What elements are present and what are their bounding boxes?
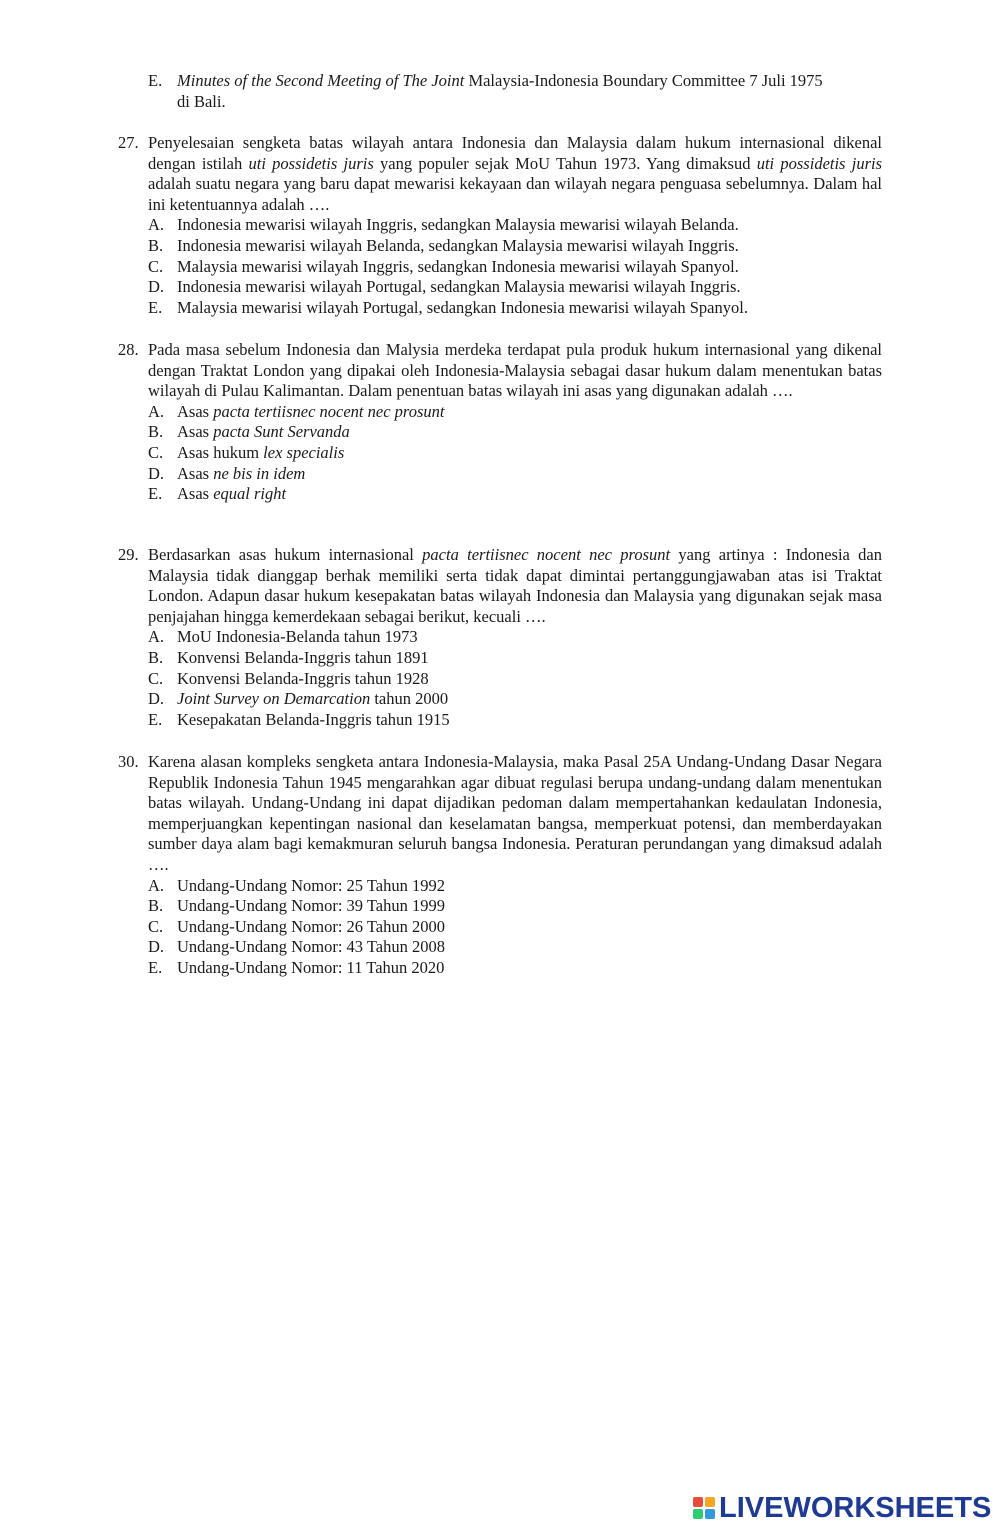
option-letter: D. bbox=[148, 937, 165, 957]
option-prefix: Asas bbox=[177, 422, 214, 442]
option-e[interactable] bbox=[148, 484, 882, 505]
option-letter: A. bbox=[148, 875, 165, 895]
question-27 bbox=[118, 133, 882, 318]
option-letter: C. bbox=[148, 668, 164, 688]
option-letter: E. bbox=[148, 484, 163, 504]
question-stem bbox=[148, 545, 882, 627]
option-text bbox=[177, 669, 429, 690]
option-italic: lex specialis bbox=[263, 442, 345, 462]
option-prefix: Asas bbox=[177, 401, 214, 421]
question-28 bbox=[118, 340, 882, 505]
option-letter: C. bbox=[148, 916, 164, 936]
option-italic: equal right bbox=[213, 484, 287, 504]
option-text bbox=[177, 402, 444, 423]
option-letter: C. bbox=[148, 256, 164, 276]
question-stem: Karena alasan kompleks sengketa antara Indonesia-Malaysia, maka Pasal 25A Undang-Undang Dasar Negara Republik Indonesia Tahun 1945 mengarahkan agar dibuat regulasi berupa undang-undang dalam menentukan batas wilayah. Undang-Undang ini dapat dijadikan pedoman dalam mempertahankan kedaulatan Indonesia, memperjuangkan kepentingan nasional dan keselamatan bangsa, memperkuat potensi, dan memberdayakan sumber daya alam bagi kemakmuran seluruh bangsa Indonesia. Peraturan perundangan yang dimaksud adalah …. bbox=[148, 752, 882, 874]
option-letter: E. bbox=[148, 71, 163, 90]
option-letter: E. bbox=[148, 709, 163, 729]
question-number: 28. bbox=[118, 340, 139, 359]
option-text-part: MoU Indonesia-Belanda tahun 1973 bbox=[177, 627, 418, 647]
option-letter: A. bbox=[148, 215, 165, 235]
option-d[interactable] bbox=[148, 937, 882, 958]
option-rest: Malaysia-Indonesia Boundary Committee 7 Juli 1975 bbox=[464, 71, 823, 90]
options-list bbox=[148, 215, 882, 318]
option-text-part: tahun 2000 bbox=[370, 689, 449, 709]
option-letter: B. bbox=[148, 235, 164, 255]
option-text: Undang-Undang Nomor: 39 Tahun 1999 bbox=[177, 896, 446, 916]
option-letter: D. bbox=[148, 277, 165, 297]
question-30 bbox=[118, 752, 882, 979]
option-letter: B. bbox=[148, 896, 164, 916]
liveworksheets-logo[interactable] bbox=[693, 1490, 991, 1526]
option-letter: B. bbox=[148, 647, 164, 667]
option-text bbox=[177, 710, 450, 731]
question-stem: Pada masa sebelum Indonesia dan Malysia merdeka terdapat pula produk hukum internasional yang dikenal dengan Traktat London yang dipakai oleh Indonesia-Malaysia sebagai dasar hukum dalam menentukan batas wilayah di Pulau Kalimantan. Dalam penentuan batas wilayah ini asas yang digunakan adalah …. bbox=[148, 340, 882, 401]
question-stem bbox=[148, 133, 882, 215]
q26-option-e[interactable] bbox=[148, 71, 882, 112]
option-d[interactable] bbox=[148, 277, 882, 298]
stem-italic: pacta tertiisnec nocent nec prosunt bbox=[422, 545, 671, 564]
option-text-part: Konvensi Belanda-Inggris tahun 1891 bbox=[177, 647, 429, 667]
options-list bbox=[148, 627, 882, 730]
stem-italic: uti possidetis juris bbox=[248, 153, 374, 173]
option-letter: E. bbox=[148, 297, 163, 317]
stem-part: yang artinya : Indonesia dan Malaysia tidak dianggap berhak memiliki serta tidak dapat dimintai pertanggungjawaban atas isi Traktat London. Adapun dasar hukum kesepakatan batas wilayah Indonesia dan Malaysia yang digunakan sejak masa penjajahan hingga kemerdekaan sebagai berikut, kecuali …. bbox=[148, 545, 882, 626]
option-text: Undang-Undang Nomor: 11 Tahun 2020 bbox=[177, 957, 445, 977]
option-text bbox=[177, 464, 305, 485]
option-c[interactable] bbox=[148, 443, 882, 464]
stem-part: Berdasarkan asas hukum internasional bbox=[148, 545, 423, 564]
logo-square-icon bbox=[705, 1497, 715, 1507]
logo-square-icon bbox=[705, 1509, 715, 1519]
option-d[interactable] bbox=[148, 689, 882, 710]
option-b[interactable] bbox=[148, 896, 882, 917]
liveworksheets-logo-icon bbox=[693, 1497, 715, 1519]
option-e[interactable] bbox=[148, 298, 882, 319]
option-italic: pacta tertiisnec nocent nec prosunt bbox=[213, 401, 445, 421]
logo-square-icon bbox=[693, 1497, 703, 1507]
question-number: 30. bbox=[118, 752, 139, 771]
option-a[interactable] bbox=[148, 627, 882, 648]
brand-name: LIVEWORKSHEETS bbox=[719, 1491, 992, 1524]
option-letter: E. bbox=[148, 957, 163, 977]
option-a[interactable] bbox=[148, 876, 882, 897]
option-text-part: Kesepakatan Belanda-Inggris tahun 1915 bbox=[177, 709, 450, 729]
option-b[interactable] bbox=[148, 648, 882, 669]
option-a[interactable] bbox=[148, 402, 882, 423]
stem-part: adalah suatu negara yang baru dapat mewarisi kekayaan dan wilayah negara penguasa sebelumnya. Dalam hal ini ketentuannya adalah …. bbox=[148, 174, 882, 214]
option-text bbox=[177, 627, 418, 648]
option-text bbox=[177, 71, 882, 112]
option-text: Undang-Undang Nomor: 25 Tahun 1992 bbox=[177, 875, 446, 895]
option-letter: B. bbox=[148, 422, 164, 442]
option-text bbox=[177, 443, 344, 464]
stem-italic: uti possidetis juris bbox=[756, 153, 882, 173]
option-e[interactable] bbox=[148, 710, 882, 731]
option-text bbox=[177, 648, 429, 669]
option-letter: C. bbox=[148, 442, 164, 462]
stem-part: Penyelesaian sengketa batas wilayah antara Indonesia dan Malaysia dalam hukum internasional dikenal dengan istilah bbox=[148, 133, 882, 173]
option-rest-line2: di Bali. bbox=[177, 91, 226, 111]
option-italic: pacta Sunt Servanda bbox=[213, 422, 350, 442]
option-e[interactable] bbox=[148, 958, 882, 979]
option-text: Indonesia mewarisi wilayah Portugal, sedangkan Malaysia mewarisi wilayah Inggris. bbox=[177, 277, 741, 297]
option-text: Undang-Undang Nomor: 26 Tahun 2000 bbox=[177, 916, 446, 936]
option-text: Undang-Undang Nomor: 43 Tahun 2008 bbox=[177, 937, 446, 957]
options-list bbox=[148, 876, 882, 979]
option-text bbox=[177, 484, 286, 505]
option-text-part: Konvensi Belanda-Inggris tahun 1928 bbox=[177, 668, 429, 688]
option-italic: Joint Survey on Demarcation bbox=[177, 689, 371, 709]
question-number: 27. bbox=[118, 133, 139, 152]
options-list bbox=[148, 402, 882, 505]
option-text: Malaysia mewarisi wilayah Portugal, sedangkan Indonesia mewarisi wilayah Spanyol. bbox=[177, 297, 748, 317]
option-prefix: Asas hukum bbox=[177, 442, 264, 462]
option-prefix: Asas bbox=[177, 484, 214, 504]
option-letter: A. bbox=[148, 401, 165, 421]
option-letter: A. bbox=[148, 627, 165, 647]
option-italic: ne bis in idem bbox=[213, 463, 306, 483]
option-b[interactable] bbox=[148, 422, 882, 443]
option-text: Indonesia mewarisi wilayah Belanda, sedangkan Malaysia mewarisi wilayah Inggris. bbox=[177, 235, 739, 255]
question-number: 29. bbox=[118, 545, 139, 564]
option-prefix: Asas bbox=[177, 463, 214, 483]
option-text bbox=[177, 689, 448, 710]
question-29 bbox=[118, 545, 882, 730]
option-letter: D. bbox=[148, 689, 165, 709]
option-text bbox=[177, 422, 350, 443]
stem-part: yang populer sejak MoU Tahun 1973. Yang dimaksud bbox=[373, 153, 757, 173]
option-italic: Minutes of the Second Meeting of The Joint bbox=[177, 71, 465, 90]
option-c[interactable] bbox=[148, 669, 882, 690]
option-b[interactable] bbox=[148, 236, 882, 257]
option-d[interactable] bbox=[148, 464, 882, 485]
option-a[interactable] bbox=[148, 215, 882, 236]
option-c[interactable] bbox=[148, 257, 882, 278]
option-text: Indonesia mewarisi wilayah Inggris, sedangkan Malaysia mewarisi wilayah Belanda. bbox=[177, 215, 739, 235]
logo-square-icon bbox=[693, 1509, 703, 1519]
option-text: Malaysia mewarisi wilayah Inggris, sedangkan Indonesia mewarisi wilayah Spanyol. bbox=[177, 256, 739, 276]
option-letter: D. bbox=[148, 463, 165, 483]
option-c[interactable] bbox=[148, 917, 882, 938]
